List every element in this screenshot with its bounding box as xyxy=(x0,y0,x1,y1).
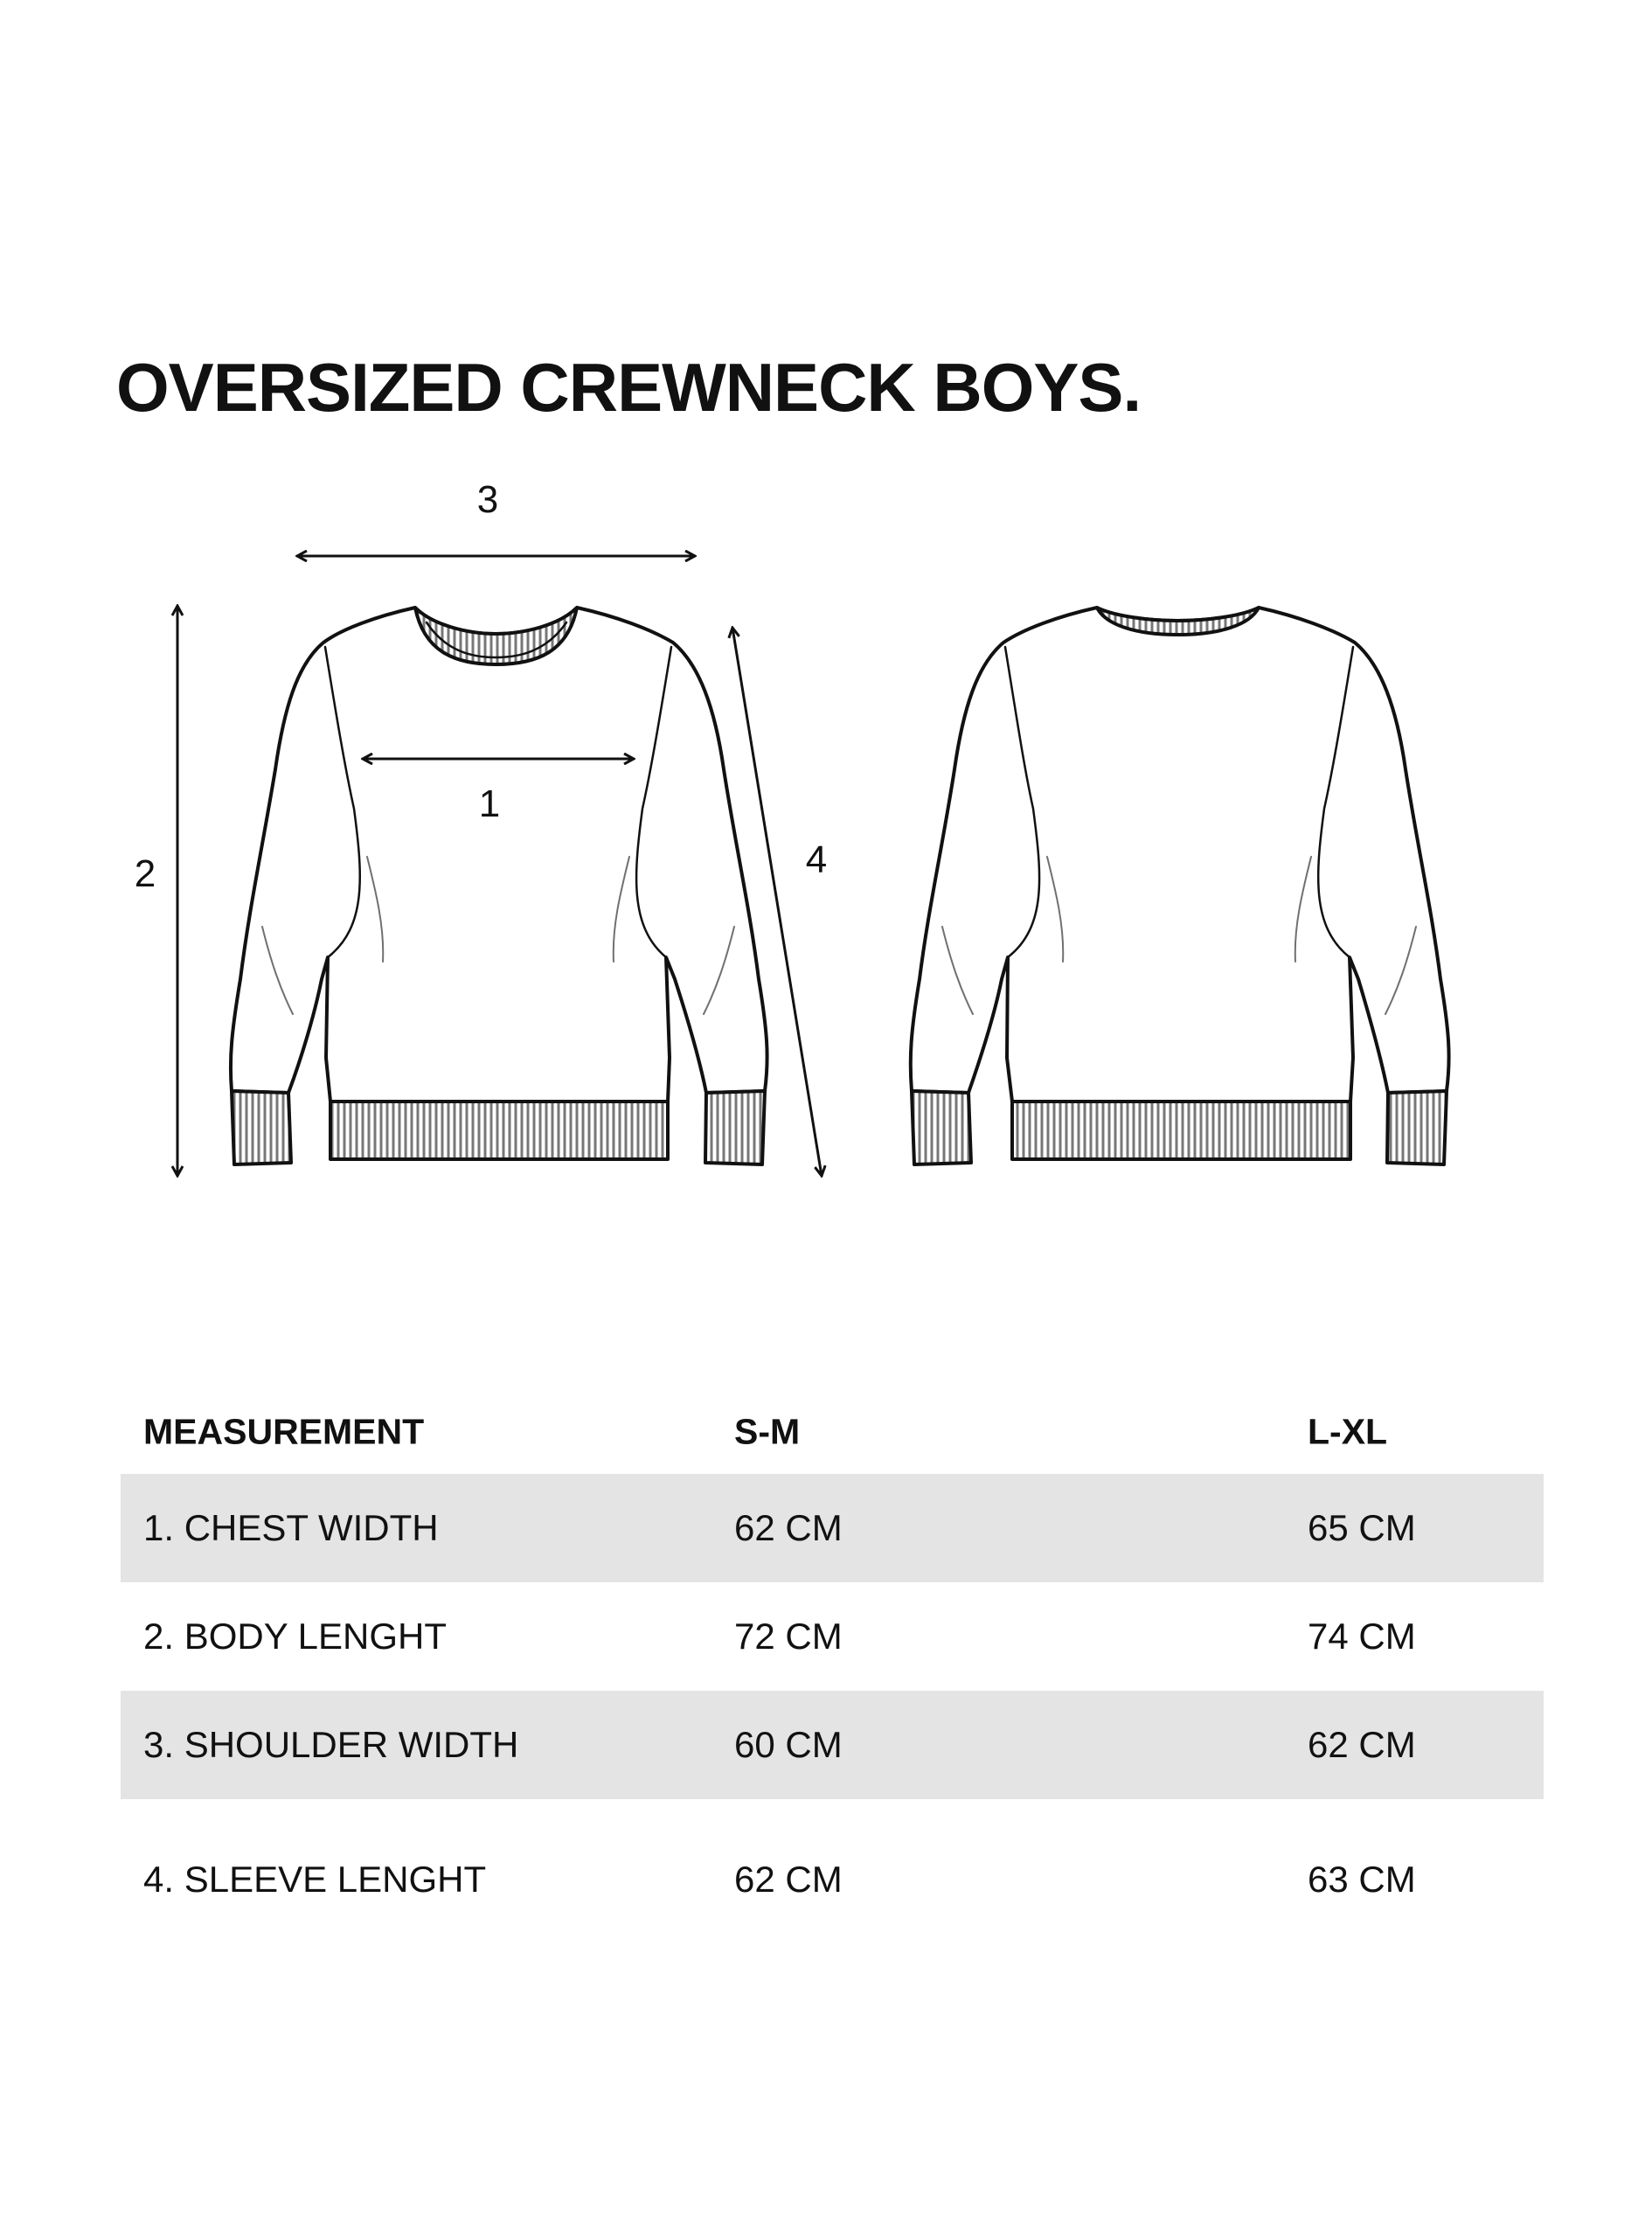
header-s-m: S-M xyxy=(734,1411,801,1452)
row-value-s-m: 62 CM xyxy=(734,1507,843,1548)
row-label: 4. SLEEVE LENGHT xyxy=(143,1859,487,1900)
row-value-s-m: 60 CM xyxy=(734,1724,843,1765)
row-value-l-xl: 62 CM xyxy=(1308,1724,1416,1765)
table-row xyxy=(121,1474,1544,1582)
row-label: 1. CHEST WIDTH xyxy=(143,1507,439,1548)
table-row xyxy=(121,1691,1544,1799)
dim-label-sleeve: 4 xyxy=(805,838,828,881)
row-value-l-xl: 63 CM xyxy=(1308,1859,1416,1900)
dim-label-shoulder: 3 xyxy=(476,478,499,521)
sweater-front xyxy=(231,608,767,1164)
row-label: 2. BODY LENGHT xyxy=(143,1616,447,1657)
row-value-s-m: 72 CM xyxy=(734,1616,843,1657)
header-measurement: MEASUREMENT xyxy=(143,1411,425,1452)
header-l-xl: L-XL xyxy=(1308,1411,1388,1452)
page-title: OVERSIZED CREWNECK BOYS. xyxy=(116,349,1142,426)
table-row xyxy=(121,1582,1544,1691)
row-value-l-xl: 65 CM xyxy=(1308,1507,1416,1548)
table-row xyxy=(121,1825,1544,1934)
row-value-s-m: 62 CM xyxy=(734,1859,843,1900)
sweater-back xyxy=(911,608,1449,1164)
dim-label-chest: 1 xyxy=(478,782,501,825)
row-label: 3. SHOULDER WIDTH xyxy=(143,1724,519,1765)
row-value-l-xl: 74 CM xyxy=(1308,1616,1416,1657)
size-table xyxy=(121,1390,1544,1934)
table-header-row xyxy=(121,1390,1544,1474)
dim-label-body: 2 xyxy=(134,852,156,895)
